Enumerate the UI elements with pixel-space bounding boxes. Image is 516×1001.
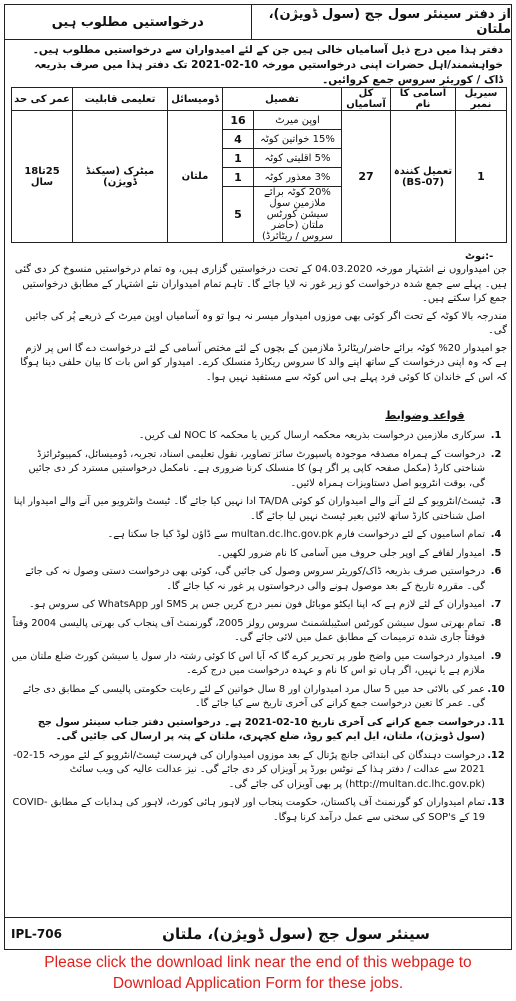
list-item: [11, 448, 507, 492]
qualification-cell: میٹرک (سیکنڈ ڈویژن): [73, 111, 168, 243]
post-cell: [391, 111, 456, 243]
table-row: [12, 111, 507, 130]
rule-text: تمام اسامیوں کے لئے درخواست فارم multan.dc.lhc.gov.pk سے ڈاؤن لوڈ کیا جا سکتا ہے۔: [107, 529, 485, 540]
job-advertisement: [4, 4, 512, 950]
list-item: [11, 796, 507, 825]
rule-text: سرکاری ملازمین درخواست بذریعہ محکمہ ارسال کریں یا محکمہ کا NOC لف کریں۔: [138, 430, 485, 441]
note-item: جن امیدواروں نے اشتہار مورخہ 04.03.2020 کے تحت درخواستیں گزاری ہیں، وہ تمام درخواستیں منسوخ کر دی گئی ہیں۔ پہلے سے جمع شدہ درخواست کو زیر غور نہ لایا جائے گا۔ تاہم تمام امیدواران نئے اشتہار کے مطابق درخواستیں جمع کرا سکتے ہیں۔: [14, 264, 507, 304]
signature-authority: سینئر سول جج (سول ڈویژن)، ملتان: [162, 925, 430, 943]
list-item: [11, 528, 507, 543]
rule-text: ٹیسٹ/انٹرویو کے لئے آنے والے امیدواران کو کوئی TA/DA ادا نہیں کیا جائے گا۔ ٹیسٹ وانٹرویو میں آنے والے امیدوار اپنا اصل شناختی کارڈ ساتھ لائیں بغیر ٹیسٹ نہیں لیا جائے گا۔: [13, 496, 485, 522]
rule-text: درخواستیں صرف بذریعہ ڈاک/کوریئر سروس وصول کی جائیں گی، کوئی بھی درخواست دستی وصول نہ کی جائے گی۔ مقررہ تاریخ کے بعد موصول ہونے والی درخواستوں پر غور نہ کیا جائے گا۔: [25, 566, 485, 592]
list-item: [11, 650, 507, 679]
post-scale: (BS-07): [401, 176, 445, 188]
rule-number: 4.: [490, 529, 502, 540]
rule-number: 7.: [490, 599, 502, 610]
list-item: [11, 565, 507, 594]
ipl-code: IPL-706: [11, 927, 62, 941]
list-item: [11, 598, 507, 613]
list-item: [11, 716, 507, 745]
quota-label: 20% کوٹہ برائے ملازمین سول سیشن کورٹس ملتان (حاضر سروس / ریٹائرڈ): [254, 187, 342, 243]
rule-number: 5.: [490, 547, 502, 559]
rules-list: [11, 429, 507, 829]
rule-number: 12.: [487, 749, 505, 761]
rule-number: 9.: [490, 650, 502, 662]
note-label: نوٹ:-: [465, 251, 494, 262]
col-age: عمر کی حد: [12, 88, 73, 111]
office-name: از دفتر سینئر سول جج (سول ڈویژن)، ملتان: [268, 7, 511, 37]
list-item: [11, 749, 507, 793]
notes-section: [11, 263, 507, 388]
quota-count: 5: [223, 187, 254, 243]
quota-label: 5% اقلیتی کوٹہ: [254, 149, 342, 168]
rule-text: امیدوار درخواست میں واضح طور پر تحریر کرے گا کہ آیا اس کا کوئی رشتہ دار سول یا سیشن کورٹ ضلع ملتان میں ملازم ہے یا نہیں، اگر ہاں تو اس کا نام و عہدہ درخواست میں درج کرے۔: [11, 650, 485, 676]
download-notice[interactable]: [0, 952, 516, 994]
list-item: [11, 429, 507, 444]
post-name: تعمیل کنندہ: [393, 165, 453, 177]
list-item: [11, 495, 507, 524]
domicile-cell: ملتان: [168, 111, 223, 243]
total-cell: 27: [342, 111, 391, 243]
rule-text: درخواست جمع کرانے کی آخری تاریخ 10-02-2021 ہے۔ درخواستیں دفتر جناب سینئر سول جج (سول ڈویژن)، ملتان، ایل ایم کیو روڈ، ضلع کچہری، ملتان کے پتہ پر ارسال کی جائیں گی۔: [37, 716, 485, 742]
col-serial: سیریل نمبر: [456, 88, 507, 111]
list-item: [11, 547, 507, 562]
rule-text: درخواست کے ہمراہ مصدقہ موجودہ پاسپورٹ سائز تصاویر، نقول تعلیمی اسناد، تجربہ، ڈومیسائل، کمپیوٹرائزڈ شناختی کارڈ (مکمل صفحہ کاپی پر اگر ہو) کا منسلک کرنا ضروری ہے۔ نامکمل درخواستیں مسترد کر دی جائیں گی، بوقت انٹرویو اصل دستاویزات ہمراہ لائیں۔: [28, 448, 485, 489]
quota-count: 16: [223, 111, 254, 130]
advert-title: درخواستیں مطلوب ہیں: [5, 5, 252, 39]
list-item: [11, 617, 507, 646]
rule-text: تمام بھرتی سول سیشن کورٹس اسٹیبلشمنٹ سروس رولز 2005، گورنمنٹ آف پنجاب کی بھرتی پالیسی 2004 وقتاً فوقتاً جاری شدہ ترمیمات کے مطابق عمل میں لائی جائے گی۔: [12, 617, 485, 643]
rule-number: 1.: [490, 430, 502, 441]
rule-number: 3.: [490, 496, 502, 507]
download-notice-line1: Please click the download link near the end of this webpage to: [44, 954, 472, 971]
advert-footer: [5, 917, 511, 950]
rules-title: قواعد وضوابط: [385, 409, 465, 422]
col-domicile: ڈومیسائل: [168, 88, 223, 111]
col-total: کل آسامیاں: [342, 88, 391, 111]
quota-count: 1: [223, 168, 254, 187]
quota-label: 15% خواتین کوٹہ: [254, 130, 342, 149]
advert-header: [5, 5, 511, 40]
quota-label: 3% معذور کوٹہ: [254, 168, 342, 187]
rule-number: 11.: [487, 716, 505, 728]
note-item: جو امیدوار 20% کوٹہ برائے حاضر/ریٹائرڈ ملازمین کے بچوں کے لئے مختص آسامی کے لئے درخواست دے گا اس پر لازم ہے کہ وہ اپنی درخواست کے ساتھ اپنے والد کا سروس ریکارڈ منسلک کرے۔ امیدوار کو اس بات کا بیان حلفی دینا ہوگا کہ اس کے خاندان کا کوئی فرد پہلے ہی اس کوٹہ سے مستفید نہیں ہوا۔: [20, 342, 507, 383]
rule-text: تمام امیدواران کو گورنمنٹ آف پاکستان، حکومت پنجاب اور لاہور ہائی کورٹ، لاہور کی ہدایات کے مطابق COVID-19 کے SOP's کی سختی سے عمل درآمد کرنا ہوگا۔: [12, 797, 485, 823]
vacancy-table: [11, 87, 507, 243]
rule-text: امیدوار لفافے کے اوپر جلی حروف میں آسامی کا نام ضرور لکھیں۔: [216, 547, 485, 559]
rule-number: 10.: [487, 683, 505, 695]
quota-count: 1: [223, 149, 254, 168]
rule-number: 6.: [490, 566, 502, 577]
rule-number: 8.: [490, 617, 502, 629]
serial-cell: 1: [456, 111, 507, 243]
col-qualification: تعلیمی قابلیت: [73, 88, 168, 111]
rule-text: عمر کی بالائی حد میں 5 سال مرد امیدواران اور 8 سال خواتین کے لئے رعایت حکومتی پالیسی کے مطابق دی جائے گی۔ عمر کا تعین درخواست جمع کرانے کی آخری تاریخ سے کیا جائے گا۔: [22, 683, 485, 709]
list-item: [11, 683, 507, 712]
intro-paragraph: دفتر ہذا میں درج ذیل آسامیاں خالی ہیں جن کے لئے امیدواران سے درخواستیں مطلوب ہیں۔ خواہشمند/اہل حضرات اپنی درخواستیں مورخہ 10-02-2021 تک دفتر ہذا میں صرف بذریعہ ڈاک / کوریئر سروس جمع کروائیں۔: [32, 44, 503, 86]
age-cell: 25تا18 سال: [12, 111, 73, 243]
col-detail: تفصیل: [223, 88, 342, 111]
col-post: آسامی کا نام: [391, 88, 456, 111]
table-header-row: [12, 88, 507, 111]
rule-number: 13.: [487, 797, 505, 808]
quota-label: اوپن میرٹ: [254, 111, 342, 130]
rule-number: 2.: [490, 448, 502, 460]
rule-text: درخواست دہندگان کی ابتدائی جانچ پڑتال کے بعد موزوں امیدواران کی فہرست ٹیسٹ/انٹرویو کے لئے مورخہ 15-02-2021 سے عدالت / دفتر ہذا کے نوٹس بورڈ پر آویزاں کر دی جائے گی۔ نیز عدالت عالیہ کی ویب سائٹ (http://multan.dc.lhc.gov.pk) پر بھی آویزاں کی جائے گی۔: [13, 749, 485, 790]
quota-count: 4: [223, 130, 254, 149]
note-item: مندرجہ بالا کوٹہ کے تحت اگر کوئی بھی موزوں امیدوار میسر نہ ہوا تو وہ آسامیاں اوپن میرٹ کے ذریعے پُر کی جائیں گی۔: [25, 310, 507, 336]
rule-text: امیدواران کے لئے لازم ہے کہ اپنا ایکٹو موبائل فون نمبر درج کریں جس پر SMS اور WhatsApp کی سروس ہو۔: [28, 599, 485, 610]
download-notice-line2: Download Application Form for these jobs.: [112, 975, 404, 992]
